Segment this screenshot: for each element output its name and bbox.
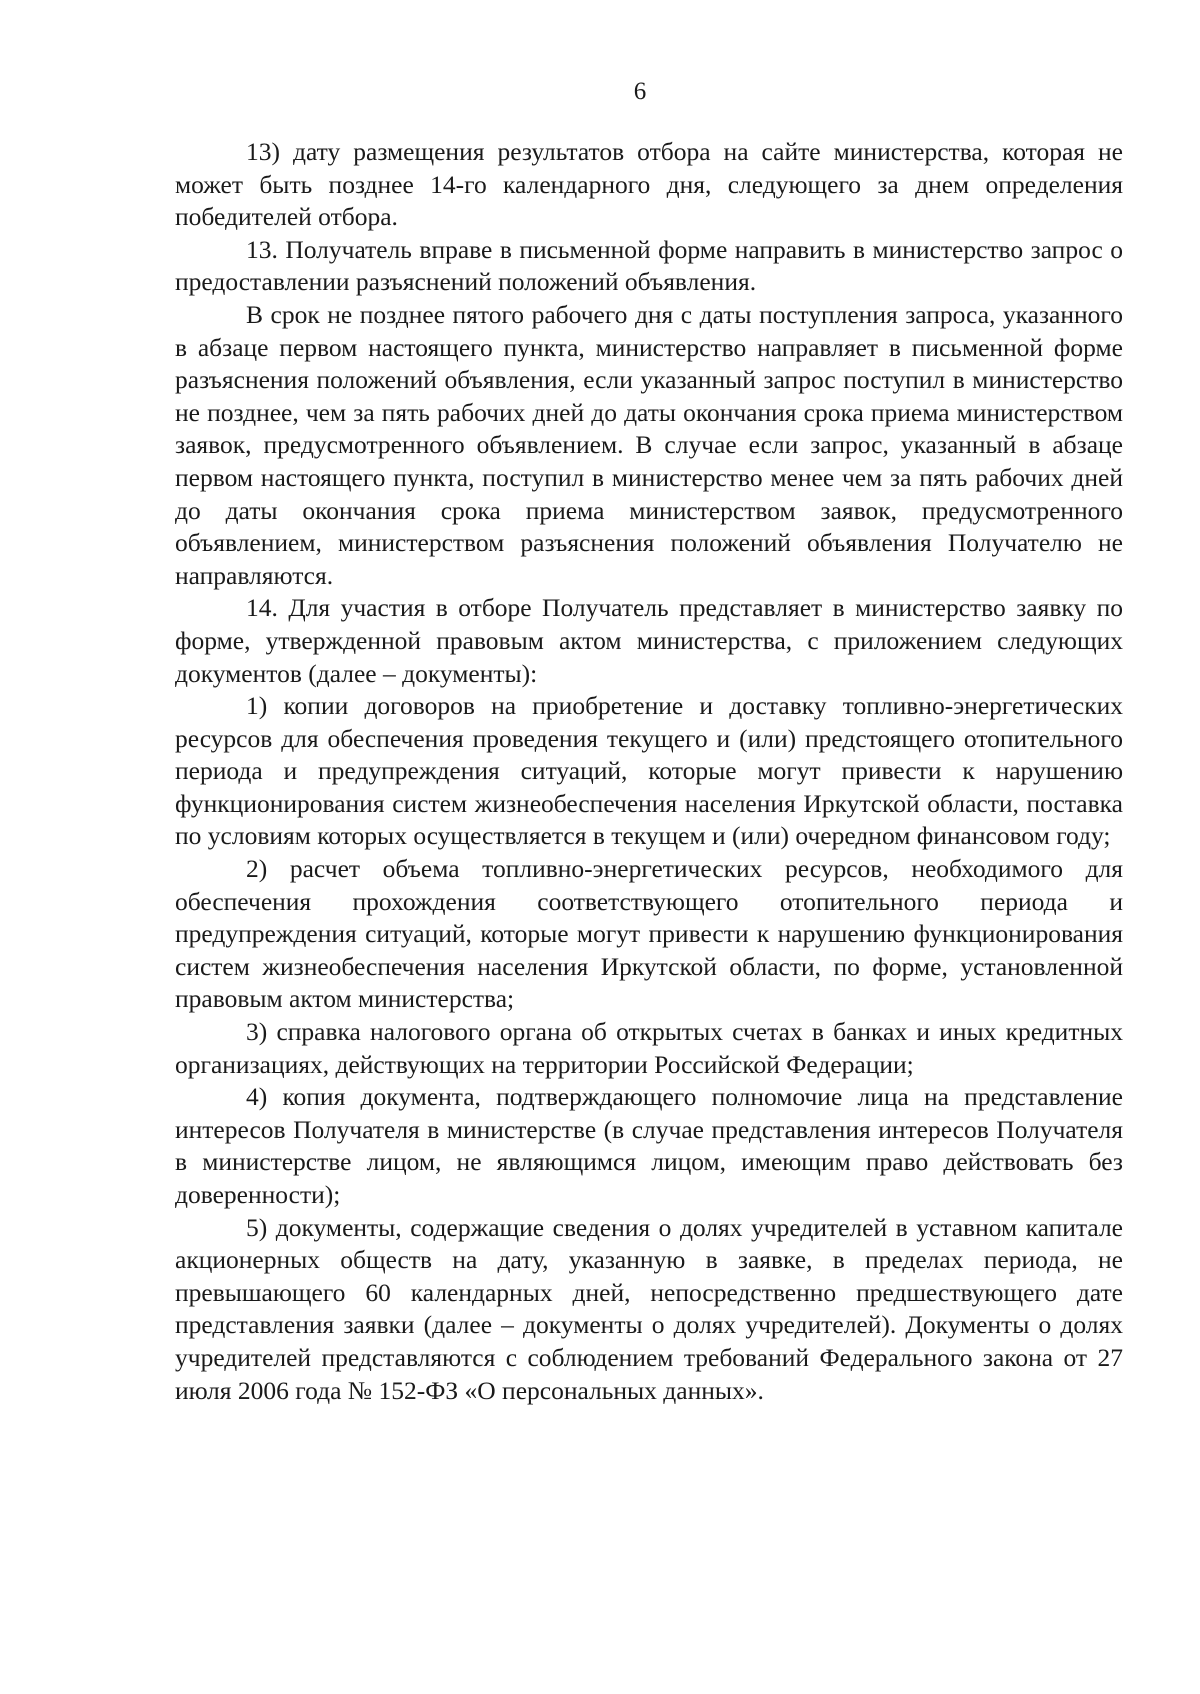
list-item-2-calculation: 2) расчет объема топливно-энергетических ресурсов, необходимого для обеспечения прохождения соответствующего отопительного периода и предупреждения ситуаций, которые могут привести к нарушению функционирования систем жизнеобеспечения населения Иркутской области, по форме, установленной правовым актом министерства;: [175, 854, 1123, 1014]
paragraph-clarification-deadline: В срок не позднее пятого рабочего дня с даты поступления запроса, указанного в абзаце первом настоящего пункта, министерство направляет в письменной форме разъяснения положений объявления, если указанный запрос поступил в министерство не позднее, чем за пять рабочих дней до даты окончания срока приема министерством заявок, предусмотренного объявлением. В случае если запрос, указанный в абзаце первом настоящего пункта, поступил в министерство менее чем за пять рабочих дней до даты окончания срока приема министерством заявок, предусмотренного объявлением, министерством разъяснения положений объявления Получателю не направляются.: [175, 299, 1123, 590]
list-item-1-contracts: 1) копии договоров на приобретение и доставку топливно-энергетических ресурсов для обеспечения проведения текущего и (или) предстоящего отопительного периода и предупреждения ситуаций, которые могут привести к нарушению функционирования систем жизнеобеспечения населения Иркутской области, поставка по условиям которых осуществляется в текущем и (или) очередном финансовом году;: [175, 691, 1123, 851]
paragraph-item-13-publication-date: 13) дату размещения результатов отбора на сайте министерства, которая не может быть позднее 14-го календарного дня, следующего за днем определения победителей отбора.: [175, 137, 1123, 232]
page-number: 6: [633, 78, 647, 105]
document-body: [175, 136, 1123, 1407]
list-item-4-authority-document: 4) копия документа, подтверждающего полномочие лица на представление интересов Получателя в министерстве (в случае представления интересов Получателя в министерстве лицом, не являющимся лицом, имеющим право действовать без доверенности);: [175, 1082, 1123, 1209]
paragraph-clause-14: 14. Для участия в отборе Получатель представляет в министерство заявку по форме, утвержденной правовым актом министерства, с приложением следующих документов (далее – документы):: [175, 593, 1123, 688]
paragraph-clause-13: 13. Получатель вправе в письменной форме направить в министерство запрос о предоставлении разъяснений положений объявления.: [175, 234, 1123, 297]
list-item-5-founders-shares: 5) документы, содержащие сведения о долях учредителей в уставном капитале акционерных обществ на дату, указанную в заявке, в пределах периода, не превышающего 60 календарных дней, непосредственно предшествующего дате представления заявки (далее – документы о долях учредителей). Документы о долях учредителей представляются с соблюдением требований Федерального закона от 27 июля 2006 года № 152-ФЗ «О персональных данных».: [175, 1212, 1123, 1405]
list-item-3-tax-certificate: 3) справка налогового органа об открытых счетах в банках и иных кредитных организациях, действующих на территории Российской Федерации;: [175, 1017, 1123, 1079]
